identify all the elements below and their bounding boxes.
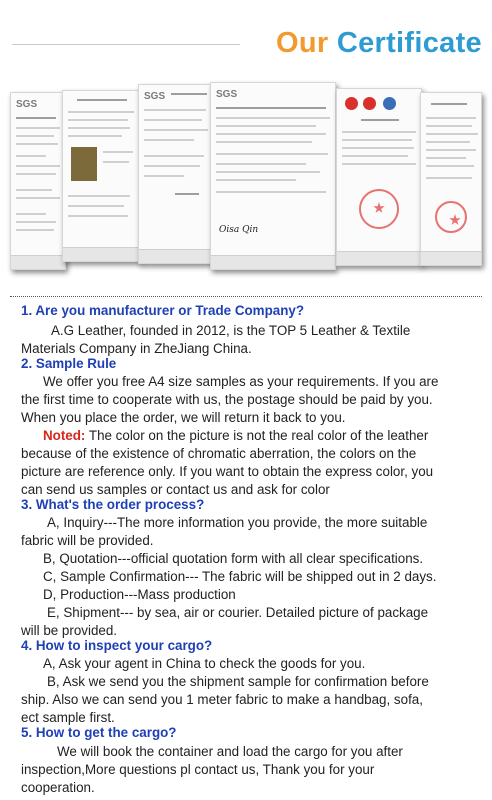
title-word-our: Our	[276, 27, 329, 59]
red-seal-icon	[359, 189, 399, 229]
sgs-logo: SGS	[216, 89, 238, 100]
faq-answer-line: ect sample first.	[21, 710, 115, 725]
noted-line	[43, 427, 428, 445]
faq-question-3: 3. What's the order process?	[21, 497, 205, 512]
faq-answer-line: B, Ask we send you the shipment sample for confirmation before	[47, 674, 429, 689]
faq-answer-line: fabric will be provided.	[21, 533, 154, 548]
faq-answer-line: will be provided.	[21, 623, 118, 638]
faq-answer-line: C, Sample Confirmation--- The fabric will be shipped out in 2 days.	[43, 569, 437, 584]
faq-answer-line: inspection,More questions pl contact us, Thank you for your	[21, 762, 375, 777]
faq-answer-line: Materials Company in ZheJiang China.	[21, 341, 252, 356]
faq-answer-line: A.G Leather, founded in 2012, is the TOP 5 Leather & Textile	[51, 323, 411, 338]
signature: Oisa Qin	[219, 225, 259, 235]
certificate-image	[336, 88, 422, 266]
red-seal-icon	[435, 201, 467, 233]
cma-badge-icon	[345, 97, 358, 110]
faq-answer-line: We offer you free A4 size samples as your requirements. If you are	[43, 374, 439, 389]
certificate-image	[10, 92, 66, 270]
certificate-image	[138, 84, 212, 264]
ilac-badge-icon	[383, 97, 396, 110]
sgs-logo: SGS	[16, 99, 38, 110]
faq-answer-line: the first time to cooperate with us, the postage should be paid by you.	[21, 392, 433, 407]
dotted-divider	[10, 296, 482, 297]
faq-question-1: 1. Are you manufacturer or Trade Company?	[21, 303, 305, 318]
header	[0, 0, 492, 82]
faq-answer-line: A, Ask your agent in China to check the goods for you.	[43, 656, 366, 671]
faq-section	[0, 296, 492, 800]
faq-answer-line: ship. Also we can send you 1 meter fabric to make a handbag, sofa,	[21, 692, 423, 707]
fabric-sample-swatch	[71, 147, 97, 181]
faq-answer-line: D, Production---Mass production	[43, 587, 236, 602]
noted-label: Noted:	[43, 428, 86, 443]
certificate-gallery	[0, 78, 492, 278]
faq-question-5: 5. How to get the cargo?	[21, 725, 177, 740]
faq-answer-line: cooperation.	[21, 780, 95, 795]
certificate-image	[62, 90, 140, 262]
certificate-image	[210, 82, 336, 270]
title-word-certificate: Certificate	[336, 27, 482, 59]
faq-answer-line: E, Shipment--- by sea, air or courier. Detailed picture of package	[47, 605, 429, 620]
cnas-badge-icon	[363, 97, 376, 110]
header-divider	[12, 44, 240, 45]
faq-answer-line: A, Inquiry---The more information you provide, the more suitable	[47, 515, 428, 530]
faq-answer-line: because of the existence of chromatic aberration, the colors on the	[21, 446, 417, 461]
faq-answer-line: We will book the container and load the cargo for you after	[57, 744, 403, 759]
sgs-logo: SGS	[144, 91, 166, 102]
page-title	[276, 27, 482, 60]
faq-answer-line: picture are reference only. If you want to obtain the express color, you	[21, 464, 434, 479]
faq-answer-line: can send us samples or contact us and ask for color	[21, 482, 330, 497]
faq-answer-line: When you place the order, we will return it back to you.	[21, 410, 346, 425]
faq-question-4: 4. How to inspect your cargo?	[21, 638, 213, 653]
certificate-image	[420, 92, 482, 266]
faq-question-2: 2. Sample Rule	[21, 356, 117, 371]
faq-answer-line: B, Quotation---official quotation form with all clear specifications.	[43, 551, 424, 566]
noted-text: The color on the picture is not the real color of the leather	[88, 428, 429, 443]
